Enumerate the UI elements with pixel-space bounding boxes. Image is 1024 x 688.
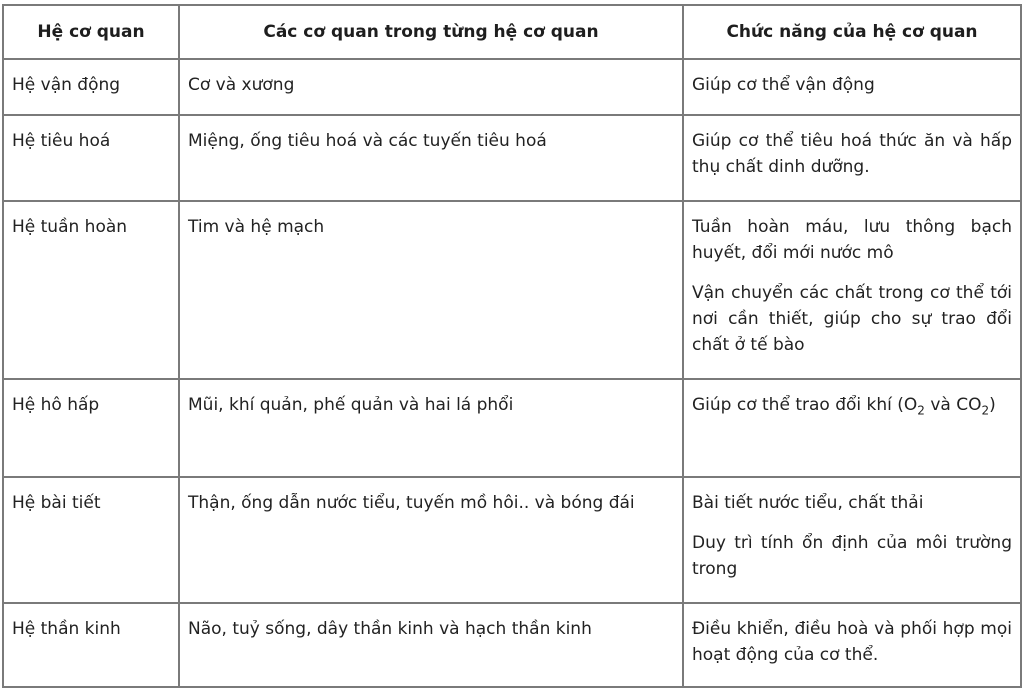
function-text: [692, 392, 1012, 418]
cell-organs: Não, tuỷ sống, dây thần kinh và hạch thần kinh: [179, 603, 683, 687]
cell-system: Hệ vận động: [3, 59, 179, 115]
organ-systems-table-container: [2, 4, 1020, 688]
function-text: Bài tiết nước tiểu, chất thải: [692, 493, 924, 513]
cell-organs: Miệng, ống tiêu hoá và các tuyến tiêu hoá: [179, 115, 683, 201]
function-text: Duy trì tính ổn định của môi trường trong: [692, 533, 1012, 579]
cell-system: Hệ tuần hoàn: [3, 201, 179, 379]
cell-function: [683, 477, 1021, 603]
function-text-part: ): [989, 395, 996, 415]
oxygen-subscript: 2: [917, 403, 925, 418]
cell-organs: Tim và hệ mạch: [179, 201, 683, 379]
table-row: [3, 201, 1021, 379]
table-row: [3, 379, 1021, 477]
function-text-part: và CO: [924, 395, 982, 415]
table-row: [3, 603, 1021, 687]
cell-function: [683, 201, 1021, 379]
cell-organs: Thận, ống dẫn nước tiểu, tuyến mồ hôi.. và bóng đái: [179, 477, 683, 603]
function-text-part: Giúp cơ thể trao đổi khí (O: [692, 395, 918, 415]
cell-organs: Cơ và xương: [179, 59, 683, 115]
cell-function: [683, 603, 1021, 687]
cell-function: [683, 379, 1021, 477]
function-text: Điều khiển, điều hoà và phối hợp mọi hoạt động của cơ thể.: [692, 619, 1012, 665]
cell-system: Hệ bài tiết: [3, 477, 179, 603]
table-header-row: [3, 5, 1021, 59]
header-function: Chức năng của hệ cơ quan: [683, 5, 1021, 59]
organ-systems-table: [2, 4, 1022, 688]
table-row: [3, 59, 1021, 115]
cell-system: Hệ thần kinh: [3, 603, 179, 687]
cell-system: Hệ tiêu hoá: [3, 115, 179, 201]
cell-organs: Mũi, khí quản, phế quản và hai lá phổi: [179, 379, 683, 477]
function-text: Vận chuyển các chất trong cơ thể tới nơi cần thiết, giúp cho sự trao đổi chất ở tế bào: [692, 283, 1012, 355]
function-text: Tuần hoàn máu, lưu thông bạch huyết, đổi mới nước mô: [692, 217, 1012, 263]
header-organs: Các cơ quan trong từng hệ cơ quan: [179, 5, 683, 59]
function-text: Giúp cơ thể vận động: [692, 75, 875, 95]
function-text: Giúp cơ thể tiêu hoá thức ăn và hấp thụ chất dinh dưỡng.: [692, 131, 1012, 177]
table-row: [3, 115, 1021, 201]
cell-function: [683, 115, 1021, 201]
cell-system: Hệ hô hấp: [3, 379, 179, 477]
carbon-dioxide-subscript: 2: [981, 403, 990, 418]
cell-function: [683, 59, 1021, 115]
header-system: Hệ cơ quan: [3, 5, 179, 59]
table-row: [3, 477, 1021, 603]
